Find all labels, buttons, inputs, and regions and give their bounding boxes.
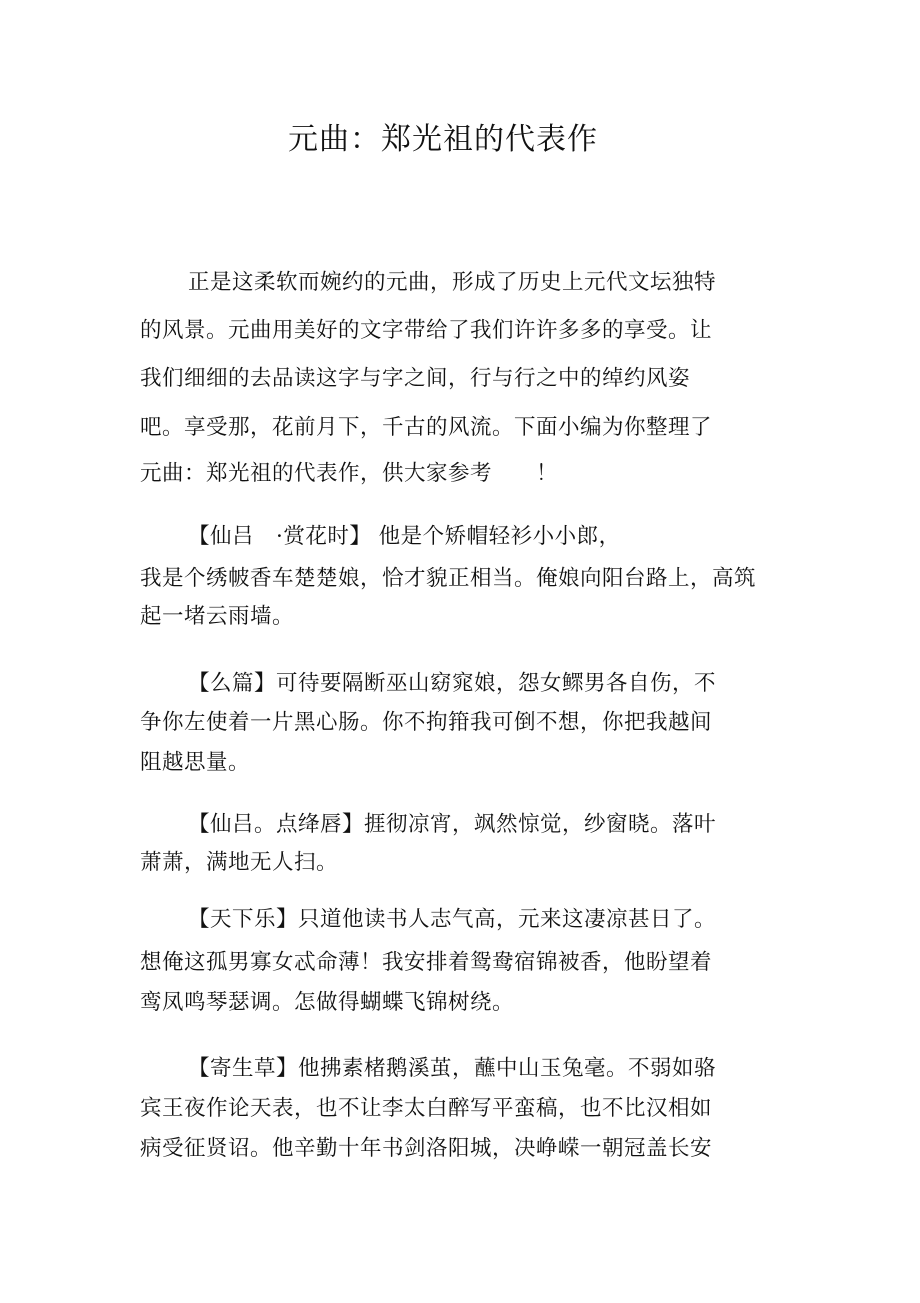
verse-5-line-1: 【寄生草】他拂素楮鹅溪茧，蘸中山玉兔毫。不弱如骆 (188, 1056, 717, 1081)
verse-5-line-3: 病受征贤诏。他辛勤十年书剑洛阳城，决峥嵘一朝冠盖长安 (140, 1136, 713, 1161)
verse-1-line-1: 【仙吕 ·赏花时】 他是个矫帽轻衫小小郎， (188, 524, 621, 549)
intro-line-5: 元曲：郑光祖的代表作，供大家参考 ！ (140, 461, 559, 486)
intro-line-4: 吧。享受那，花前月下，千古的风流。下面小编为你整理了 (140, 415, 713, 440)
verse-3-line-1: 【仙吕。点绛唇】捱彻凉宵，飒然惊觉，纱窗晓。落叶 (188, 812, 717, 837)
intro-line-2: 的风景。元曲用美好的文字带给了我们许许多多的享受。让 (140, 318, 713, 343)
intro-line-3: 我们细细的去品读这字与字之间，行与行之中的绰约风姿 (140, 366, 691, 391)
verse-2-line-2: 争你左使着一片黑心肠。你不拘箝我可倒不想，你把我越间 (140, 710, 713, 735)
verse-4-line-1: 【天下乐】只道他读书人志气高，元来这凄凉甚日了。 (188, 907, 717, 932)
page-title: 元曲：郑光祖的代表作 (288, 122, 598, 157)
verse-3-line-2: 萧萧，满地无人扫。 (140, 850, 339, 875)
verse-1-line-2: 我是个绣帔香车楚楚娘，恰才貌正相当。俺娘向阳台路上，高筑 (140, 566, 757, 591)
verse-1-line-3: 起一堵云雨墙。 (140, 604, 295, 629)
verse-2-line-1: 【么篇】可待要隔断巫山窈窕娘，怨女鳏男各自伤，不 (188, 671, 717, 696)
verse-4-line-2: 想俺这孤男寡女忒命薄！我安排着鸳鸯宿锦被香，他盼望着 (140, 950, 713, 975)
verse-5-line-2: 宾王夜作论天表，也不让李太白醉写平蛮稿，也不比汉相如 (140, 1096, 713, 1121)
verse-2-line-3: 阻越思量。 (140, 750, 251, 775)
intro-line-1: 正是这柔软而婉约的元曲，形成了历史上元代文坛独特 (188, 270, 717, 295)
verse-4-line-3: 鸾凤鸣琴瑟调。怎做得蝴蝶飞锦树绕。 (140, 990, 515, 1015)
